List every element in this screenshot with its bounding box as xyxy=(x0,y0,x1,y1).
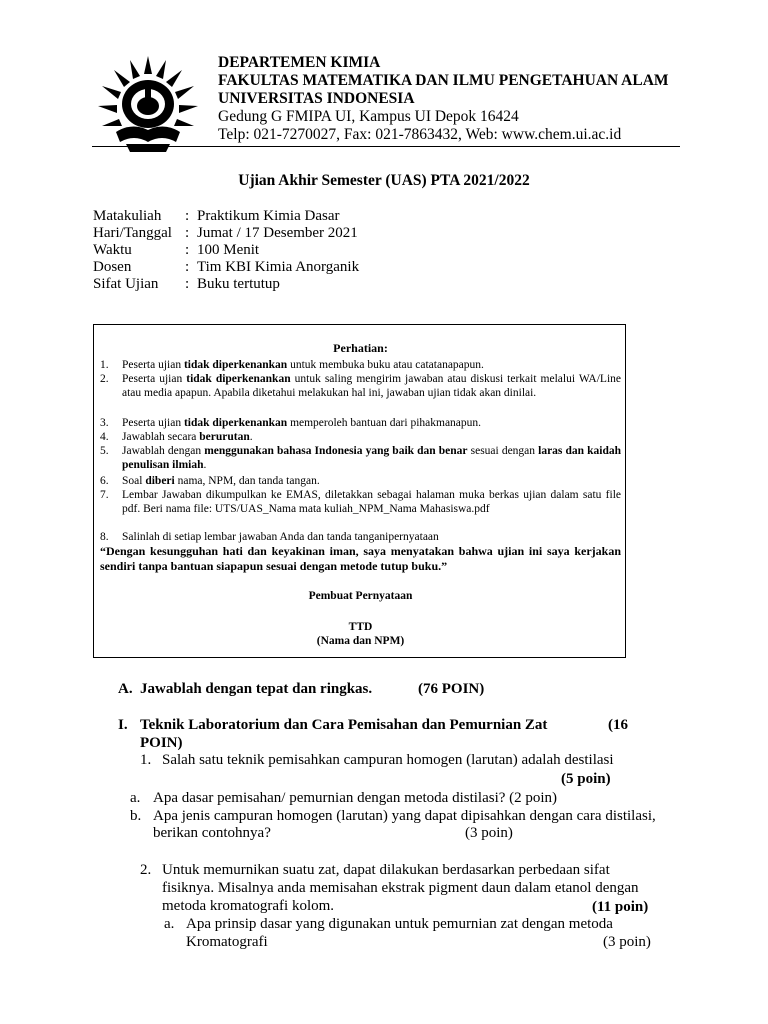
notice-text: Peserta ujian xyxy=(122,417,184,429)
notice-text: sesuai dengan xyxy=(467,445,539,457)
notice-emphasis: laras dan kaidah penulisan ilmiah xyxy=(122,445,622,471)
info-colon: : xyxy=(185,276,190,292)
notice-item xyxy=(100,373,621,401)
notice-item-number: 4. xyxy=(100,431,109,443)
notice-text: Lembar Jawaban dikumpulkan ke EMAS, diletakkan sebagai halaman muka berkas ujian dalam satu file pdf. Beri nama file: UTS/UAS_Nama mata kuliah_NPM_Nama Mahasiswa.pdf xyxy=(122,489,621,515)
info-key: Waktu xyxy=(93,242,132,258)
notice-emphasis: tidak diperkenankan xyxy=(183,359,288,371)
notice-text: . xyxy=(249,431,253,443)
q1b-text-cont: berikan contohnya? xyxy=(153,825,271,841)
address-line: Gedung G FMIPA UI, Kampus UI Depok 16424 xyxy=(218,108,519,125)
q1b-label: b. xyxy=(130,808,142,824)
notice-item-number: 6. xyxy=(100,475,109,487)
notice-item xyxy=(100,359,621,373)
info-row xyxy=(93,225,358,242)
q2-number: 2. xyxy=(140,862,152,878)
integrity-statement: “Dengan kesungguhan hati dan keyakinan iman, saya menyatakan bahwa ujian ini saya kerjakan sendiri tanpa bantuan siapapun sesuai dengan metode tutup buku.” xyxy=(100,544,621,573)
q1-text: Salah satu teknik pemisahkan campuran homogen (larutan) adalah destilasi xyxy=(162,752,614,768)
info-key: Hari/Tanggal xyxy=(93,225,172,241)
name-npm-placeholder: (Nama dan NPM) xyxy=(316,635,405,647)
info-key: Dosen xyxy=(93,259,132,275)
info-colon: : xyxy=(185,208,190,224)
notice-text: Peserta ujian xyxy=(122,373,187,385)
q2-text: Untuk memurnikan suatu zat, dapat dilakukan berdasarkan perbedaan sifat xyxy=(162,862,610,878)
info-value: Praktikum Kimia Dasar xyxy=(197,208,340,224)
signer-label: Pembuat Pernyataan xyxy=(308,590,413,602)
info-key: Sifat Ujian xyxy=(93,276,159,292)
q2-points: (11 poin) xyxy=(592,899,649,915)
info-row xyxy=(93,242,259,259)
q1-number: 1. xyxy=(140,752,152,768)
q2-text-cont: fisiknya. Misalnya anda memisahan ekstrak pigment daun dalam etanol dengan xyxy=(162,880,639,896)
notice-text: nama, NPM, dan tanda tangan. xyxy=(174,475,320,487)
info-key: Matakuliah xyxy=(93,208,162,224)
notice-item-number: 3. xyxy=(100,417,109,429)
q1b-text: Apa jenis campuran homogen (larutan) yang dapat dipisahkan dengan cara distilasi, xyxy=(153,808,656,824)
section-a-label: A. xyxy=(118,681,133,697)
notice-text: Soal xyxy=(122,475,146,487)
part-1-points: (16 xyxy=(608,717,628,733)
q2a-text: Apa prinsip dasar yang digunakan untuk pemurnian zat dengan metoda xyxy=(186,916,613,932)
info-row xyxy=(93,208,339,225)
notice-text: Jawablah secara xyxy=(122,431,200,443)
info-value: Jumat / 17 Desember 2021 xyxy=(197,225,358,241)
notice-title: Perhatian: xyxy=(333,341,388,355)
notice-item-number: 7. xyxy=(100,489,109,501)
notice-box xyxy=(93,324,626,658)
info-colon: : xyxy=(185,259,190,275)
q1a-text: Apa dasar pemisahan/ pemurnian dengan metoda distilasi? (2 poin) xyxy=(153,790,558,806)
notice-emphasis: diberi xyxy=(145,475,175,487)
university-logo xyxy=(92,52,204,156)
notice-emphasis: menggunakan bahasa Indonesia yang baik dan benar xyxy=(204,445,468,457)
q1b-points: (3 poin) xyxy=(465,825,513,841)
part-1-title: Teknik Laboratorium dan Cara Pemisahan dan Pemurnian Zat xyxy=(140,717,548,733)
exam-title: Ujian Akhir Semester (UAS) PTA 2021/2022 xyxy=(238,172,530,189)
q2a-label: a. xyxy=(164,916,175,932)
notice-emphasis: berurutan xyxy=(199,431,250,443)
notice-item-number: 2. xyxy=(100,373,109,385)
letterhead-divider xyxy=(92,146,680,147)
notice-item xyxy=(100,445,621,473)
notice-text: Peserta ujian xyxy=(122,359,184,371)
department-name: DEPARTEMEN KIMIA xyxy=(218,54,381,71)
university-name: UNIVERSITAS INDONESIA xyxy=(218,90,415,107)
notice-item xyxy=(100,531,621,545)
info-colon: : xyxy=(185,225,190,241)
q1a-label: a. xyxy=(130,790,141,806)
notice-item xyxy=(100,417,621,431)
q2a-points: (3 poin) xyxy=(603,934,651,950)
notice-text: Salinlah di setiap lembar jawaban Anda dan tanda tanganipernyataan xyxy=(122,531,439,543)
q2-text-cont: metoda kromatografi kolom. xyxy=(162,898,335,914)
q1-points: (5 poin) xyxy=(561,771,611,787)
signature-placeholder: TTD xyxy=(348,621,373,633)
info-value: Buku tertutup xyxy=(197,276,280,292)
notice-text: . xyxy=(203,458,207,471)
notice-item-number: 8. xyxy=(100,531,109,543)
q2a-text-cont: Kromatografi xyxy=(186,934,268,950)
notice-item-number: 1. xyxy=(100,359,109,371)
section-a-points: (76 POIN) xyxy=(418,681,485,697)
part-1-points-cont: POIN) xyxy=(140,735,183,751)
info-value: Tim KBI Kimia Anorganik xyxy=(197,259,360,275)
notice-item xyxy=(100,489,621,517)
info-row xyxy=(93,259,359,276)
part-1-label: I. xyxy=(118,717,128,733)
info-colon: : xyxy=(185,242,190,258)
section-a-title: Jawablah dengan tepat dan ringkas. xyxy=(140,681,373,697)
info-value: 100 Menit xyxy=(197,242,260,258)
info-row xyxy=(93,276,280,293)
notice-emphasis: tidak diperkenankan xyxy=(183,417,288,429)
notice-text: untuk membuka buku atau catatanapapun. xyxy=(287,359,484,371)
notice-item xyxy=(100,431,621,445)
faculty-name: FAKULTAS MATEMATIKA DAN ILMU PENGETAHUAN ALAM xyxy=(218,72,669,89)
notice-item xyxy=(100,475,621,489)
notice-item-number: 5. xyxy=(100,445,109,457)
notice-text: memperoleh bantuan dari pihakmanapun. xyxy=(287,417,482,429)
notice-text: untuk saling mengirim jawaban atau diskusi terkait melalui WA/Line atau media apapun. Apabila diketahui melakukan hal ini, jawaban ujian tidak akan dinilai. xyxy=(122,373,621,399)
contact-line: Telp: 021-7270027, Fax: 021-7863432, Web: www.chem.ui.ac.id xyxy=(218,126,622,143)
notice-text: Jawablah dengan xyxy=(122,445,205,457)
notice-emphasis: tidak diperkenankan xyxy=(186,373,291,385)
